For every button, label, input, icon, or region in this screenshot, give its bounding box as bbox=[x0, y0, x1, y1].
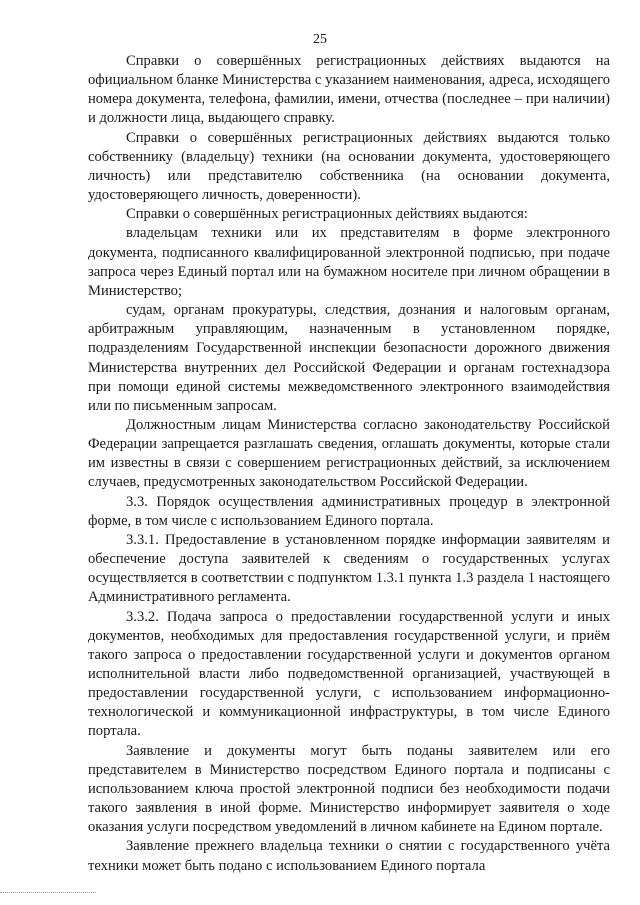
paragraph-certificate-issued-to: Справки о совершённых регистрационных действиях выдаются: bbox=[126, 206, 528, 223]
page-number: 25 bbox=[313, 32, 327, 47]
paragraph-certificate-recipients-owner: Справки о совершённых регистрационных действиях выдаются только собственнику (владельцу) техники (на основании документа, удостоверяющего личность) или представителю собственника (на основании документа, удостоверяющего личность, доверенности). bbox=[88, 129, 610, 204]
paragraph-courts-authorities: судам, органам прокуратуры, следствия, дознания и налоговым органам, арбитражным управляющим, назначенным в установленном порядке, подразделениям Государственной инспекции безопасности дорожного движения Министерства внутренних дел Российской Федерации и органам гостехнадзора при помощи единой системы межведомственного электронного взаимодействия или по письменным запросам. bbox=[88, 302, 610, 414]
paragraph-section-3-3-1: 3.3.1. Предоставление в установленном порядке информации заявителям и обеспечение доступа заявителей к сведениям о государственных услугах осуществляется в соответствии с подпунктом 1.3.1 пункта 1.3 раздела 1 настоящего Административного регламента. bbox=[88, 531, 610, 606]
paragraph-owners-electronic: владельцам техники или их представителям в форме электронного документа, подписанного квалифицированной электронной подписью, при подаче запроса через Единый портал или на бумажном носителе при личном обращении в Министерство; bbox=[88, 225, 610, 299]
document-body bbox=[88, 52, 610, 876]
paragraph-section-3-3: 3.3. Порядок осуществления административных процедур в электронной форме, в том числе с использованием Единого портала. bbox=[88, 493, 610, 529]
scan-edge-mark bbox=[0, 892, 96, 895]
paragraph-application-via-portal: Заявление и документы могут быть поданы заявителем или его представителем в Министерство посредством Единого портала и подписаны с использованием ключа простой электронной подписи без необходимости подачи такого заявления в иной форме. Министерство информирует заявителя о ходе оказания услуги посредством уведомлений в личном кабинете на Едином портале. bbox=[88, 742, 610, 836]
paragraph-previous-owner-deregistration: Заявление прежнего владельца техники о снятии с государственного учёта техники может быть подано с использованием Единого портала bbox=[88, 838, 610, 874]
paragraph-officials-confidentiality: Должностным лицам Министерства согласно законодательству Российской Федерации запрещается разглашать сведения, оглашать документы, которые стали им известны в связи с совершением регистрационных действий, за исключением случаев, предусмотренных законодательством Российской Федерации. bbox=[88, 416, 610, 491]
paragraph-section-3-3-2: 3.3.2. Подача запроса о предоставлении государственной услуги и иных документов, необходимых для предоставления государственной услуги, и приём такого запроса о предоставлении государственной услуги и документов органом исполнительной власти либо подведомственной организацией, участвующей в предоставлении государственной услуги, с использованием информационно-технологической и коммуникационной инфраструктуры, в том числе Единого портала. bbox=[88, 608, 610, 740]
paragraph-certificate-form: Справки о совершённых регистрационных действиях выдаются на официальном бланке Министерства с указанием наименования, адреса, исходящего номера документа, телефона, фамилии, имени, отчества (последнее – при наличии) и должности лица, выдающего справку. bbox=[88, 53, 610, 127]
